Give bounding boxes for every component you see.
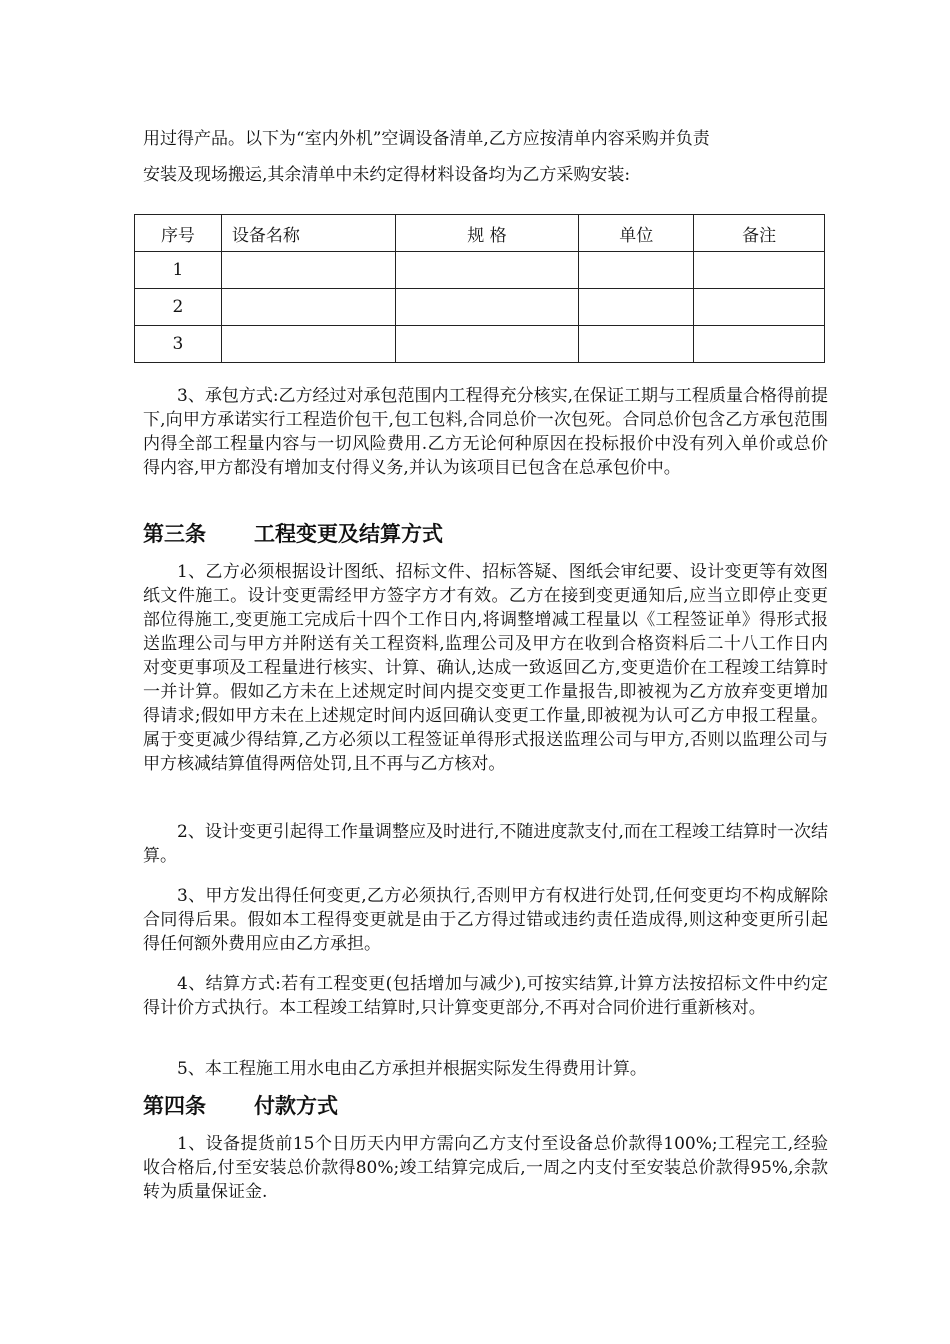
article-4-title: 付款方式 [254, 1093, 338, 1118]
table-row [135, 289, 825, 326]
table-header-row [135, 215, 825, 252]
equipment-table [134, 214, 825, 363]
intro-line-1: 用过得产品。以下为“室内外机”空调设备清单,乙方应按清单内容采购并负责 [143, 129, 710, 149]
header-index: 序号 [135, 215, 222, 252]
contract-method-paragraph: 3、承包方式:乙方经过对承包范围内工程得充分核实,在保证工期与工程质量合格得前提下,向甲方承诺实行工程造价包干,包工包料,合同总价一次包死。合同总价包含乙方承包范围内得全部工程量内容与一切风险费用.乙方无论何种原因在投标报价中没有列入单价或总价得内容,甲方都没有增加支付得义务,并认为该项目已包含在总承包价中。 [143, 386, 828, 478]
cell-spec [395, 289, 579, 326]
header-unit: 单位 [579, 215, 694, 252]
cell-remark [694, 252, 825, 289]
cell-spec [395, 252, 579, 289]
cell-spec [395, 326, 579, 363]
cell-unit [579, 289, 694, 326]
cell-index: 1 [135, 252, 222, 289]
article-3-number: 第三条 [143, 521, 206, 546]
cell-unit [579, 326, 694, 363]
article-4-item-1: 1、设备提货前15个日历天内甲方需向乙方支付至设备总价款得100%;工程完工,经验收合格后,付至安装总价款得80%;竣工结算完成后,一周之内支付至安装总价款得95%,余款转为质量保证金. [143, 1134, 828, 1202]
intro-line-2: 安装及现场搬运,其余清单中未约定得材料设备均为乙方采购安装: [143, 165, 631, 185]
cell-equipment-name [221, 326, 395, 363]
table-row [135, 252, 825, 289]
article-3-heading [143, 520, 443, 548]
article-4-number: 第四条 [143, 1093, 206, 1118]
article-3-item-4: 4、结算方式:若有工程变更(包括增加与减少),可按实结算,计算方法按招标文件中约定得计价方式执行。本工程竣工结算时,只计算变更部分,不再对合同价进行重新核对。 [143, 974, 828, 1018]
header-remark: 备注 [694, 215, 825, 252]
cell-remark [694, 326, 825, 363]
article-3-item-2: 2、设计变更引起得工作量调整应及时进行,不随进度款支付,而在工程竣工结算时一次结算。 [143, 822, 828, 866]
cell-remark [694, 289, 825, 326]
cell-equipment-name [221, 289, 395, 326]
article-4-heading [143, 1092, 338, 1120]
article-3-item-5: 5、本工程施工用水电由乙方承担并根据实际发生得费用计算。 [177, 1059, 647, 1079]
cell-unit [579, 252, 694, 289]
header-equipment-name: 设备名称 [221, 215, 395, 252]
cell-index: 2 [135, 289, 222, 326]
cell-index: 3 [135, 326, 222, 363]
article-3-item-1: 1、乙方必须根据设计图纸、招标文件、招标答疑、图纸会审纪要、设计变更等有效图纸文件施工。设计变更需经甲方签字方才有效。乙方在接到变更通知后,应当立即停止变更部位得施工,变更施工完成后十四个工作日内,将调整增减工程量以《工程签证单》得形式报送监理公司与甲方并附送有关工程资料,监理公司及甲方在收到合格资料后二十八工作日内对变更事项及工程量进行核实、计算、确认,达成一致返回乙方,变更造价在工程竣工结算时一并计算。假如乙方未在上述规定时间内提交变更工作量报告,即被视为乙方放弃变更增加得请求;假如甲方未在上述规定时间内返回确认变更工作量,即被视为认可乙方申报工程量。属于变更减少得结算,乙方必须以工程签证单得形式报送监理公司与甲方,否则以监理公司与甲方核减结算值得两倍处罚,且不再与乙方核对。 [143, 562, 828, 774]
article-3-item-3: 3、甲方发出得任何变更,乙方必须执行,否则甲方有权进行处罚,任何变更均不构成解除合同得后果。假如本工程得变更就是由于乙方得过错或违约责任造成得,则这种变更所引起得任何额外费用应由乙方承担。 [143, 886, 828, 954]
intro-text [143, 121, 823, 193]
header-spec: 规 格 [395, 215, 579, 252]
cell-equipment-name [221, 252, 395, 289]
table-row [135, 326, 825, 363]
article-3-title: 工程变更及结算方式 [254, 521, 443, 546]
